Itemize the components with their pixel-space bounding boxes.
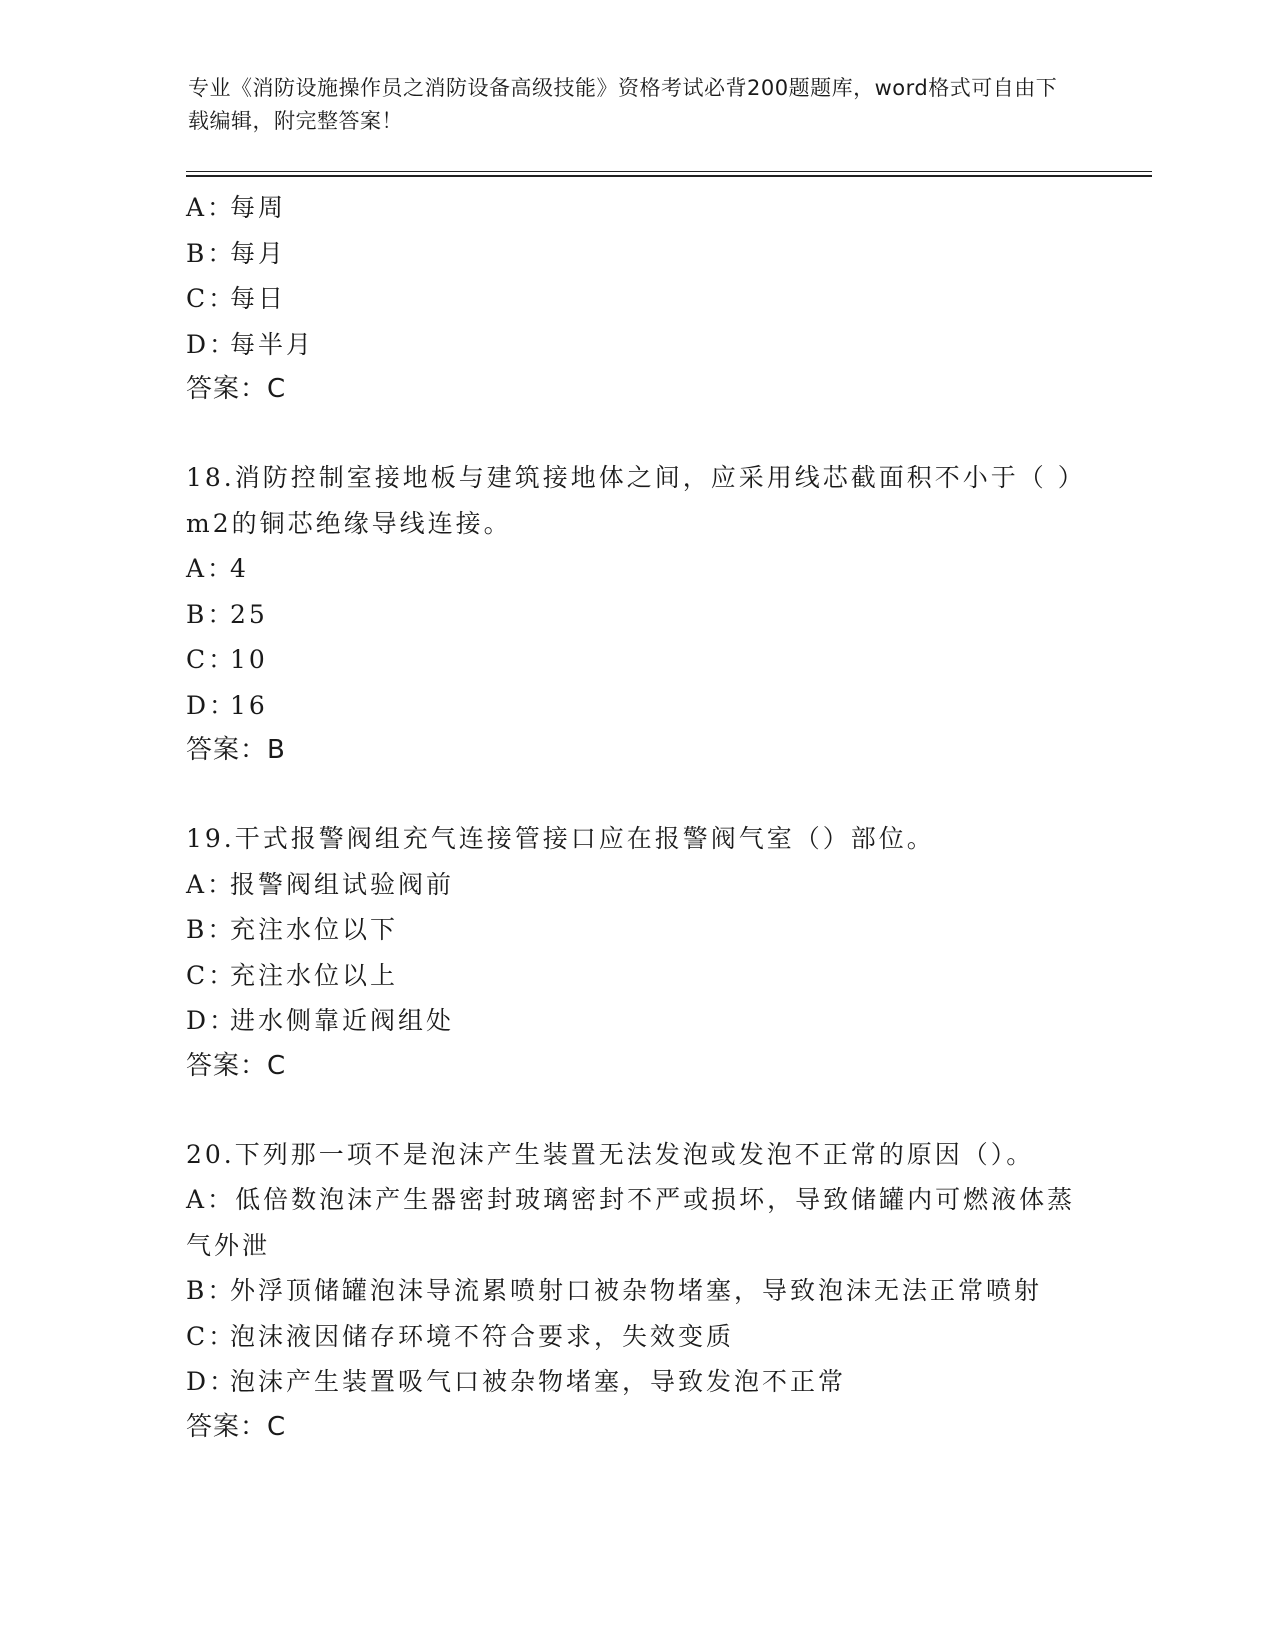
option-key: B： (186, 915, 236, 944)
option-d (186, 1359, 1086, 1405)
option-key: C： (186, 1321, 237, 1351)
option-key: B： (186, 238, 236, 268)
option-a (186, 185, 1086, 231)
question-text: 19.干式报警阀组充气连接管接口应在报警阀气室（）部位。 (186, 824, 935, 853)
spacer (186, 773, 1086, 816)
option-c (186, 1314, 1086, 1360)
option-key: C： (186, 284, 237, 313)
option-text: 16 (230, 690, 268, 720)
option-text: 低倍数泡沫产生器密封玻璃密封不严或损坏，导致储罐内可燃液体蒸气外泄 (186, 1185, 1076, 1260)
answer-line: 答案：C (186, 1050, 287, 1081)
option-d (186, 998, 1086, 1044)
option-text: 外浮顶储罐泡沫导流累喷射口被杂物堵塞，导致泡沫无法正常喷射 (230, 1276, 1043, 1305)
option-text: 泡沫产生装置吸气口被杂物堵塞，导致发泡不正常 (230, 1367, 847, 1396)
document-header: 专业《消防设施操作员之消防设备高级技能》资格考试必背200题题库，word格式可自由下载编辑，附完整答案！ (188, 76, 1058, 133)
option-key: A： (186, 869, 236, 899)
option-text: 4 (230, 554, 249, 583)
option-b (186, 592, 1086, 638)
spacer (186, 412, 1086, 455)
option-c (186, 953, 1086, 999)
question-block-20 (186, 1132, 1086, 1450)
question-list (186, 185, 1086, 1450)
option-text: 进水侧靠近阀组处 (230, 1006, 455, 1035)
question-block-17 (186, 185, 1086, 412)
answer-line: 答案：C (186, 374, 287, 404)
option-key: B： (186, 599, 236, 629)
option-text: 25 (230, 599, 268, 629)
question-block-19 (186, 816, 1086, 1089)
option-text: 充注水位以上 (230, 960, 399, 990)
option-text: 每月 (230, 238, 287, 268)
option-key: C： (186, 960, 237, 990)
option-b (186, 907, 1086, 953)
option-text: 每周 (230, 193, 287, 222)
option-key: A： (186, 1185, 236, 1214)
option-c (186, 276, 1086, 322)
option-key: D： (186, 1367, 238, 1396)
option-a (186, 1177, 1086, 1268)
option-key: B： (186, 1276, 236, 1305)
option-b (186, 231, 1086, 277)
option-key: C： (186, 645, 237, 674)
option-text: 每日 (230, 284, 287, 313)
option-a (186, 546, 1086, 592)
option-b (186, 1268, 1086, 1314)
answer-line: 答案：B (186, 735, 286, 765)
spacer (186, 1089, 1086, 1132)
question-text: 20.下列那一项不是泡沫产生装置无法发泡或发泡不正常的原因（）。 (186, 1139, 1035, 1169)
option-key: A： (186, 193, 236, 222)
option-text: 每半月 (230, 329, 315, 359)
option-text: 充注水位以下 (230, 915, 399, 944)
option-c (186, 637, 1086, 683)
answer-line: 答案：C (186, 1411, 287, 1442)
option-text: 报警阀组试验阀前 (230, 869, 455, 899)
question-text: 18.消防控制室接地板与建筑接地体之间，应采用线芯截面积不小于（ ）m2的铜芯绝缘导线连接。 (186, 463, 1086, 538)
header-rule-thick (186, 175, 1152, 177)
option-d (186, 322, 1086, 368)
option-key: A： (186, 554, 236, 583)
option-key: D： (186, 329, 238, 359)
option-d (186, 683, 1086, 729)
option-text: 泡沫液因储存环境不符合要求，失效变质 (230, 1321, 735, 1351)
option-key: D： (186, 1006, 238, 1035)
option-a (186, 862, 1086, 908)
question-block-18 (186, 455, 1086, 773)
header-rule-thin (186, 171, 1152, 172)
option-key: D： (186, 690, 238, 720)
option-text: 10 (230, 645, 268, 674)
